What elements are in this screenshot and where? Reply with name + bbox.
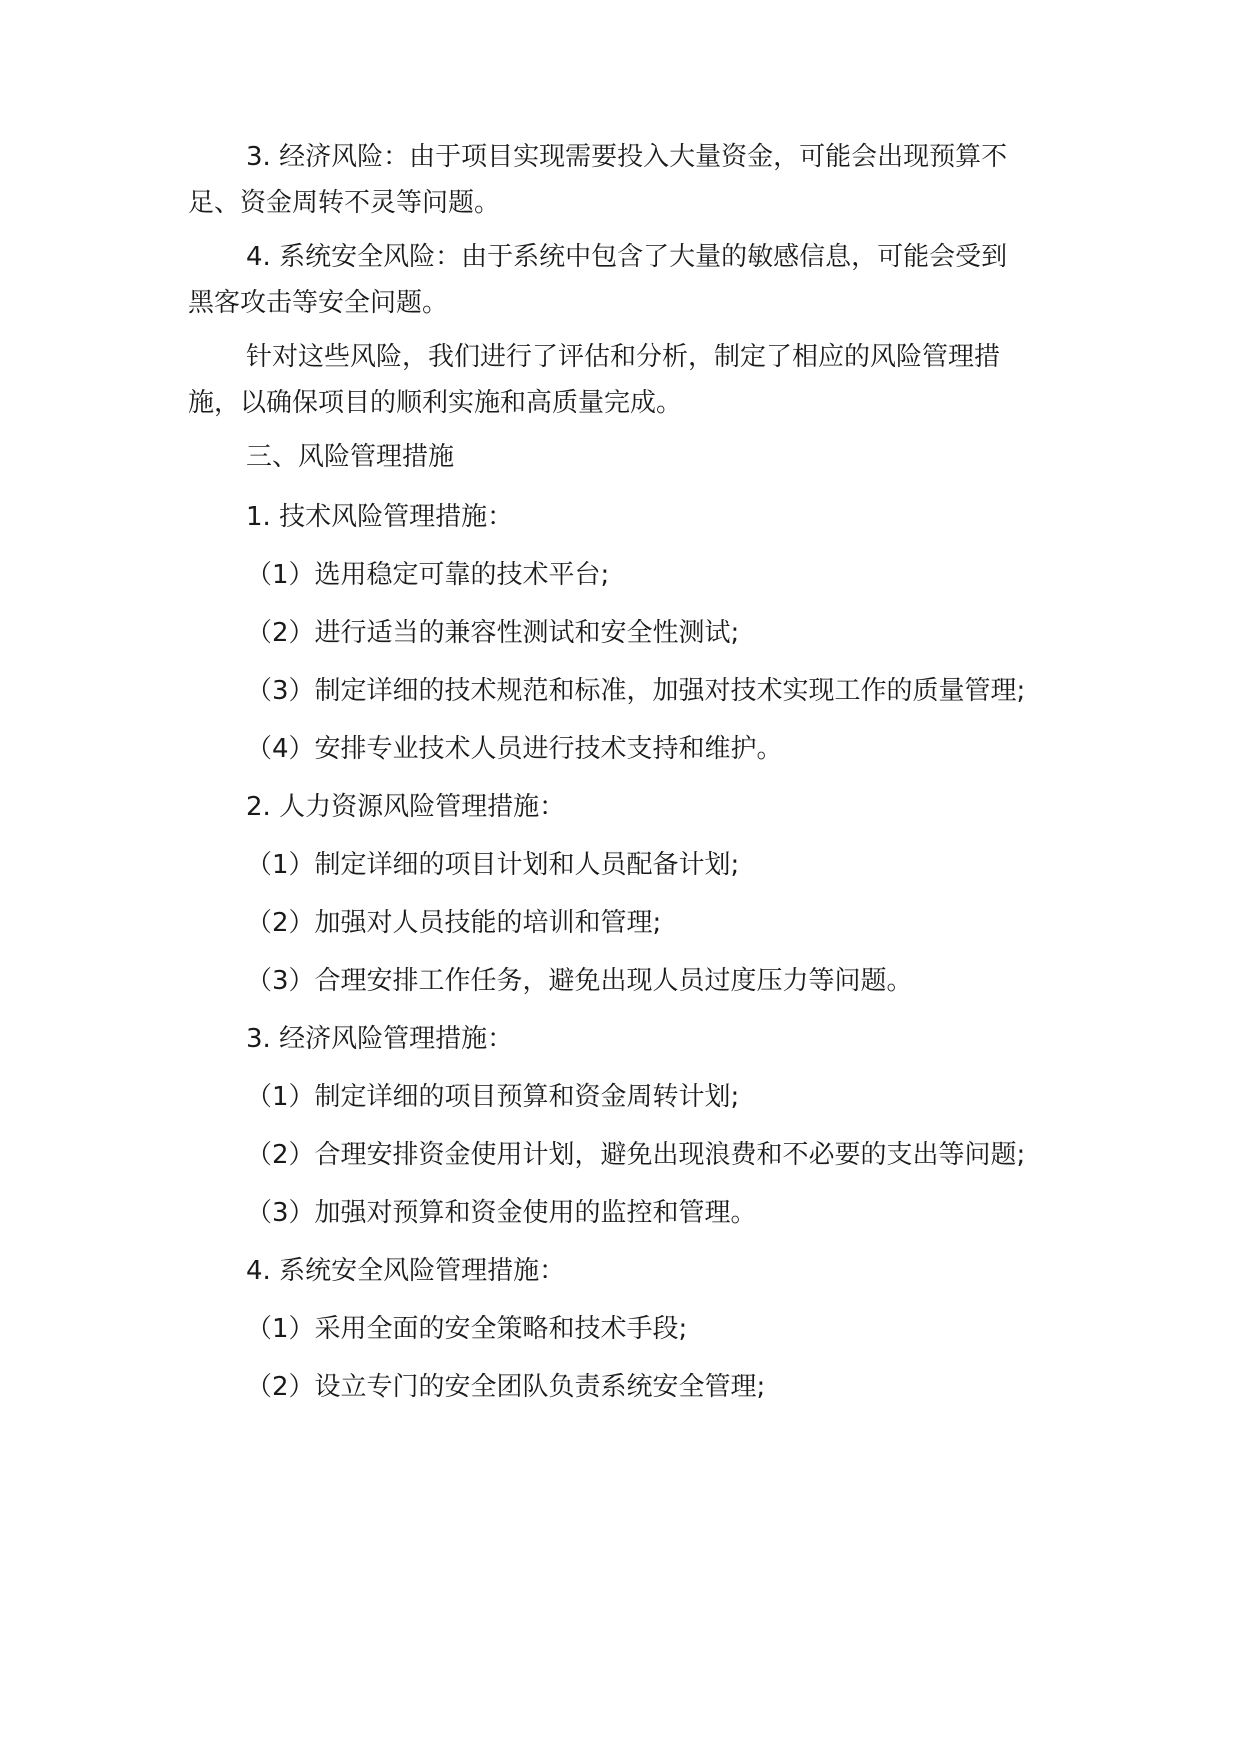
text-line: 4. 系统安全风险管理措施： [246, 1256, 566, 1286]
text-line: 3. 经济风险：由于项目实现需要投入大量资金，可能会出现预算不 [246, 142, 1008, 172]
text-line: （3）加强对预算和资金使用的监控和管理。 [246, 1198, 757, 1228]
list-item [188, 900, 1068, 946]
text-line: （2）进行适当的兼容性测试和安全性测试; [246, 618, 740, 648]
text-line: 4. 系统安全风险：由于系统中包含了大量的敏感信息，可能会受到 [246, 242, 1008, 272]
list-item [188, 1132, 1068, 1178]
text-line: 2. 人力资源风险管理措施： [246, 792, 566, 822]
text-line: （4）安排专业技术人员进行技术支持和维护。 [246, 734, 783, 764]
list-item [188, 552, 1068, 598]
list-item [188, 1306, 1068, 1352]
subheading-economic-risk [188, 1016, 1068, 1062]
list-item [188, 726, 1068, 772]
paragraph-economic-risk [188, 134, 1068, 226]
text-line: （1）选用稳定可靠的技术平台; [246, 560, 610, 590]
text-line: 针对这些风险，我们进行了评估和分析，制定了相应的风险管理措 [246, 342, 1001, 372]
subheading-technical-risk [188, 494, 1068, 540]
text-line: （1）采用全面的安全策略和技术手段; [246, 1314, 688, 1344]
list-item [188, 1190, 1068, 1236]
list-item [188, 1364, 1068, 1410]
text-line: 施，以确保项目的顺利实施和高质量完成。 [188, 388, 683, 418]
text-line: 1. 技术风险管理措施： [246, 502, 514, 532]
list-item [188, 842, 1068, 888]
text-line: （1）制定详细的项目预算和资金周转计划; [246, 1082, 740, 1112]
section-heading [188, 434, 1068, 480]
text-line: （2）合理安排资金使用计划，避免出现浪费和不必要的支出等问题; [246, 1140, 1026, 1170]
text-line: 黑客攻击等安全问题。 [188, 288, 449, 318]
text-line: 足、资金周转不灵等问题。 [188, 188, 501, 218]
list-item [188, 668, 1068, 714]
paragraph-system-security-risk [188, 234, 1068, 326]
text-line: （2）加强对人员技能的培训和管理; [246, 908, 662, 938]
text-line: 三、风险管理措施 [246, 442, 455, 472]
list-item [188, 1074, 1068, 1120]
paragraph-summary [188, 334, 1068, 426]
subheading-system-security-risk [188, 1248, 1068, 1294]
list-item [188, 958, 1068, 1004]
text-line: （1）制定详细的项目计划和人员配备计划; [246, 850, 740, 880]
text-line: （2）设立专门的安全团队负责系统安全管理; [246, 1372, 766, 1402]
list-item [188, 610, 1068, 656]
text-line: （3）制定详细的技术规范和标准，加强对技术实现工作的质量管理; [246, 676, 1026, 706]
text-line: 3. 经济风险管理措施： [246, 1024, 514, 1054]
text-line: （3）合理安排工作任务，避免出现人员过度压力等问题。 [246, 966, 913, 996]
subheading-hr-risk [188, 784, 1068, 830]
